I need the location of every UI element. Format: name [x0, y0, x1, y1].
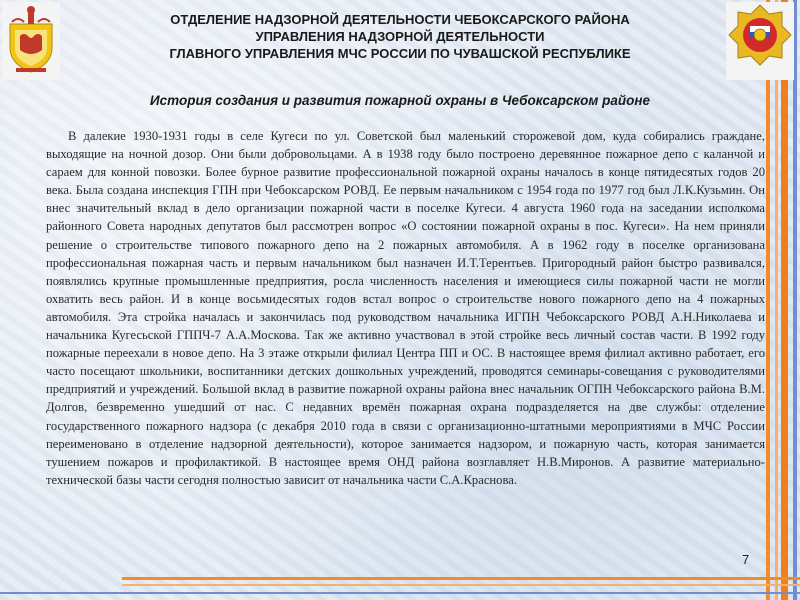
history-paragraph: В далекие 1930-1931 годы в селе Кугеси по ул. Советской был маленький сторожевой дом, куда собирались граждане, выходящие на ночной дозор. Они были добровольцами. А в 1938 году было построено деревянное пожарное депо с каланчой и сараем для конной повозки. Более бурное развитие профессиональной пожарной охраны началось в конце пятидесятых годов 20 века. Была создана инспекция ГПН при Чебоксарском РОВД. Ее первым начальником с 1954 года по 1977 год был Л.К.Кузьмин. Он внес значительный вклад в дело организации пожарной части в поселке Кугеси. 4 августа 1960 года на заседании исполкома районного Совета народных депутатов был рассмотрен вопрос «О состоянии пожарной охраны в пос. Кугеси». На нем приняли решение о строительстве типового пожарного депо на 2 пожарных автомобиля. А в 1962 году в поселке организована профессиональная пожарная часть и первым начальником был назначен И.Т.Терентьев. Пригородный район быстро развивался, появлялись крупные промышленные предприятия, росла численность населения и имеющиеся силы пожарной части не могли охватить весь район. И в конце восьмидесятых годов встал вопрос о строительстве нового пожарного депо на 4 пожарных автомобиля. Эта стройка началась и закончилась под руководством начальника ИГПН Чебоксарского РОВД А.Н.Николаева и начальника Кугесьской ГППЧ-7 А.А.Москова. Так же активно участвовал в этой стройке весь личный состав части. В 1992 году пожарные переехали в новое депо. На 3 этаже открыли филиал Центра ПП и ОС. В настоящее время филиал активно работает, его часто посещают школьники, воспитанники детских дошкольных учреждений, проводятся семинары-совещания с руководителями предприятий и учреждений. Большой вклад в развитие пожарной охраны района внес начальник ОГПН Чебоксарского района В.М. Долгов, безвременно ушедший от нас. С недавних времён пожарная охрана подразделяется на две службы: отделение государственного пожарного надзора (с декабря 2010 года в связи с организационно-штатными мероприятиями в МЧС России переименовано в отделение надзорной деятельности), которое занимается надзором, и пожарную часть, которая занимается тушением пожаров и профилактикой. В настоящее время ОНД района возглавляет Н.В.Миронов. А развитие материально-технической базы части сегодня полностью зависит от начальника части С.А.Краснова. [46, 129, 765, 487]
page-number: 7 [742, 552, 750, 567]
decorative-bottom-line [0, 592, 800, 594]
emercom-emblem-icon [726, 2, 794, 80]
chuvash-coat-of-arms-icon [2, 2, 60, 80]
header-line: ОТДЕЛЕНИЕ НАДЗОРНОЙ ДЕЯТЕЛЬНОСТИ ЧЕБОКСАРСКОГО РАЙОНА [170, 12, 630, 27]
organization-header [80, 11, 720, 62]
decorative-bottom-line [122, 577, 800, 580]
header-line: УПРАВЛЕНИЯ НАДЗОРНОЙ ДЕЯТЕЛЬНОСТИ [255, 29, 545, 44]
header-line: ГЛАВНОГО УПРАВЛЕНИЯ МЧС РОССИИ ПО ЧУВАШСКОЙ РЕСПУБЛИКЕ [169, 46, 631, 61]
slide-title: История создания и развития пожарной охраны в Чебоксарском районе [149, 93, 651, 108]
decorative-bottom-line [122, 584, 800, 586]
